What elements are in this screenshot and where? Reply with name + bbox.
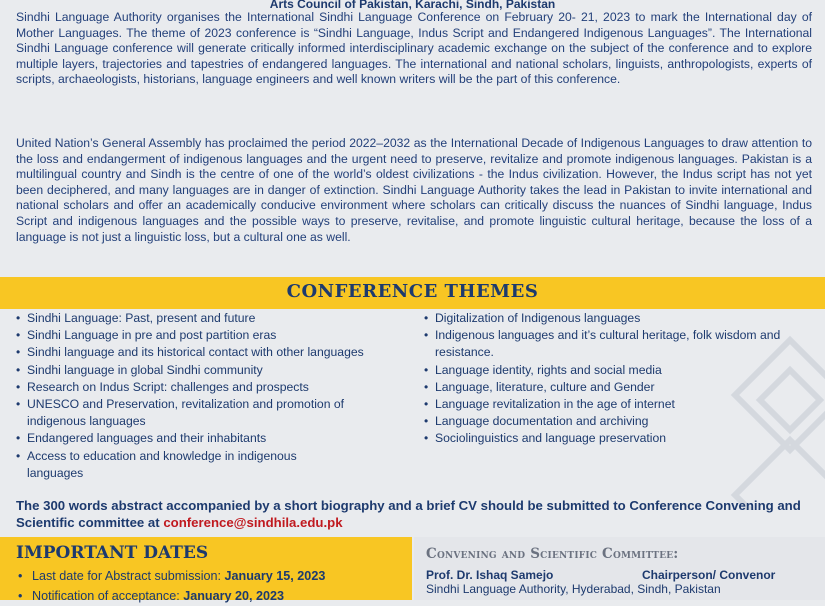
themes-list-right: [424, 310, 804, 448]
theme-item: • Sindhi Language in pre and post partition eras: [16, 327, 416, 344]
committee-member-role: Chairperson/ Convenor: [642, 568, 776, 582]
theme-item: • Endangered languages and their inhabitants: [16, 430, 416, 447]
themes-list-left: [16, 310, 416, 482]
important-dates-list: [18, 566, 325, 606]
committee-member-org: Sindhi Language Authority, Hyderabad, Sindh, Pakistan: [426, 582, 721, 596]
theme-item: • Digitalization of Indigenous languages: [424, 310, 804, 327]
theme-item: • Sociolinguistics and language preservation: [424, 430, 804, 447]
committee-member-name: Prof. Dr. Ishaq Samejo: [426, 568, 554, 582]
theme-item: • Language, literature, culture and Gender: [424, 379, 804, 396]
date-label: Last date for Abstract submission:: [32, 569, 225, 583]
theme-item: • Indigenous languages and it’s cultural heritage, folk wisdom and resistance.: [424, 327, 804, 361]
intro-paragraph-1: Sindhi Language Authority organises the International Sindhi Language Conference on February 20- 21, 2023 to mark the International day of Mother Languages. The theme of 2023 conference is “Sindhi Language, Indus Script and Endangered Indigenous Languages”. The International Sindhi Language conference will generate critically informed interdisciplinary academic exchange on the subject of the conference and to explore multiple layers, trajectories and tapestries of endangered languages. The international and national scholars, linguists, anthropologists, experts of scripts, archaeologists, historians, language engineers and well known writers will be the part of this conference.: [16, 10, 812, 87]
date-label: Notification of acceptance:: [32, 589, 184, 603]
submission-note: [16, 497, 812, 531]
important-dates-title: IMPORTANT DATES: [16, 543, 209, 563]
submission-text: The 300 words abstract accompanied by a short biography and a brief CV should be submitted to Conference Convening and Scientific committee at: [16, 498, 801, 530]
intro-paragraph-2: United Nation’s General Assembly has proclaimed the period 2022–2032 as the International Decade of Indigenous Languages to draw attention to the loss and endangerment of indigenous languages and the urgent need to preserve, revitalize and promote indigenous languages. Pakistan is a multilingual country and Sindh is the centre of one of the world’s oldest civilizations - the Indus civilization. However, the Indus script has not yet been deciphered, and many languages are in danger of extinction. Sindhi Language Authority takes the lead in Pakistan to invite international and national scholars and offer an academically conducive environment where scholars can critically discuss the nuances of Sindhi language, Indus Script and indigenous languages and the possible ways to preserve, revitalise, and promote linguistic cultural heritage, because the loss of a language is not just a linguistic loss, but a cultural one as well.: [16, 136, 812, 244]
date-value: January 20, 2023: [183, 589, 285, 603]
theme-item: • Research on Indus Script: challenges and prospects: [16, 379, 416, 396]
venue-line: Arts Council of Pakistan, Karachi, Sindh, Pakistan: [269, 0, 556, 11]
theme-item: • Language revitalization in the age of internet: [424, 396, 804, 413]
theme-item: • UNESCO and Preservation, revitalization and promotion of indigenous languages: [16, 396, 387, 430]
submission-email-link[interactable]: conference@sindhila.edu.pk: [163, 515, 343, 530]
themes-title: CONFERENCE THEMES: [286, 281, 539, 302]
theme-item: • Sindhi language and its historical contact with other languages: [16, 344, 416, 361]
theme-item: • Sindhi language in global Sindhi community: [16, 362, 416, 379]
theme-item: • Language documentation and archiving: [424, 413, 804, 430]
theme-item: • Access to education and knowledge in indigenous languages: [16, 448, 347, 482]
date-value: January 15, 2023: [224, 569, 326, 583]
committee-title: Convening and Scientific Committee:: [426, 546, 679, 562]
theme-item: • Language identity, rights and social media: [424, 362, 804, 379]
date-item: [18, 586, 325, 606]
date-item: [18, 566, 325, 586]
theme-item: • Sindhi Language: Past, present and future: [16, 310, 416, 327]
